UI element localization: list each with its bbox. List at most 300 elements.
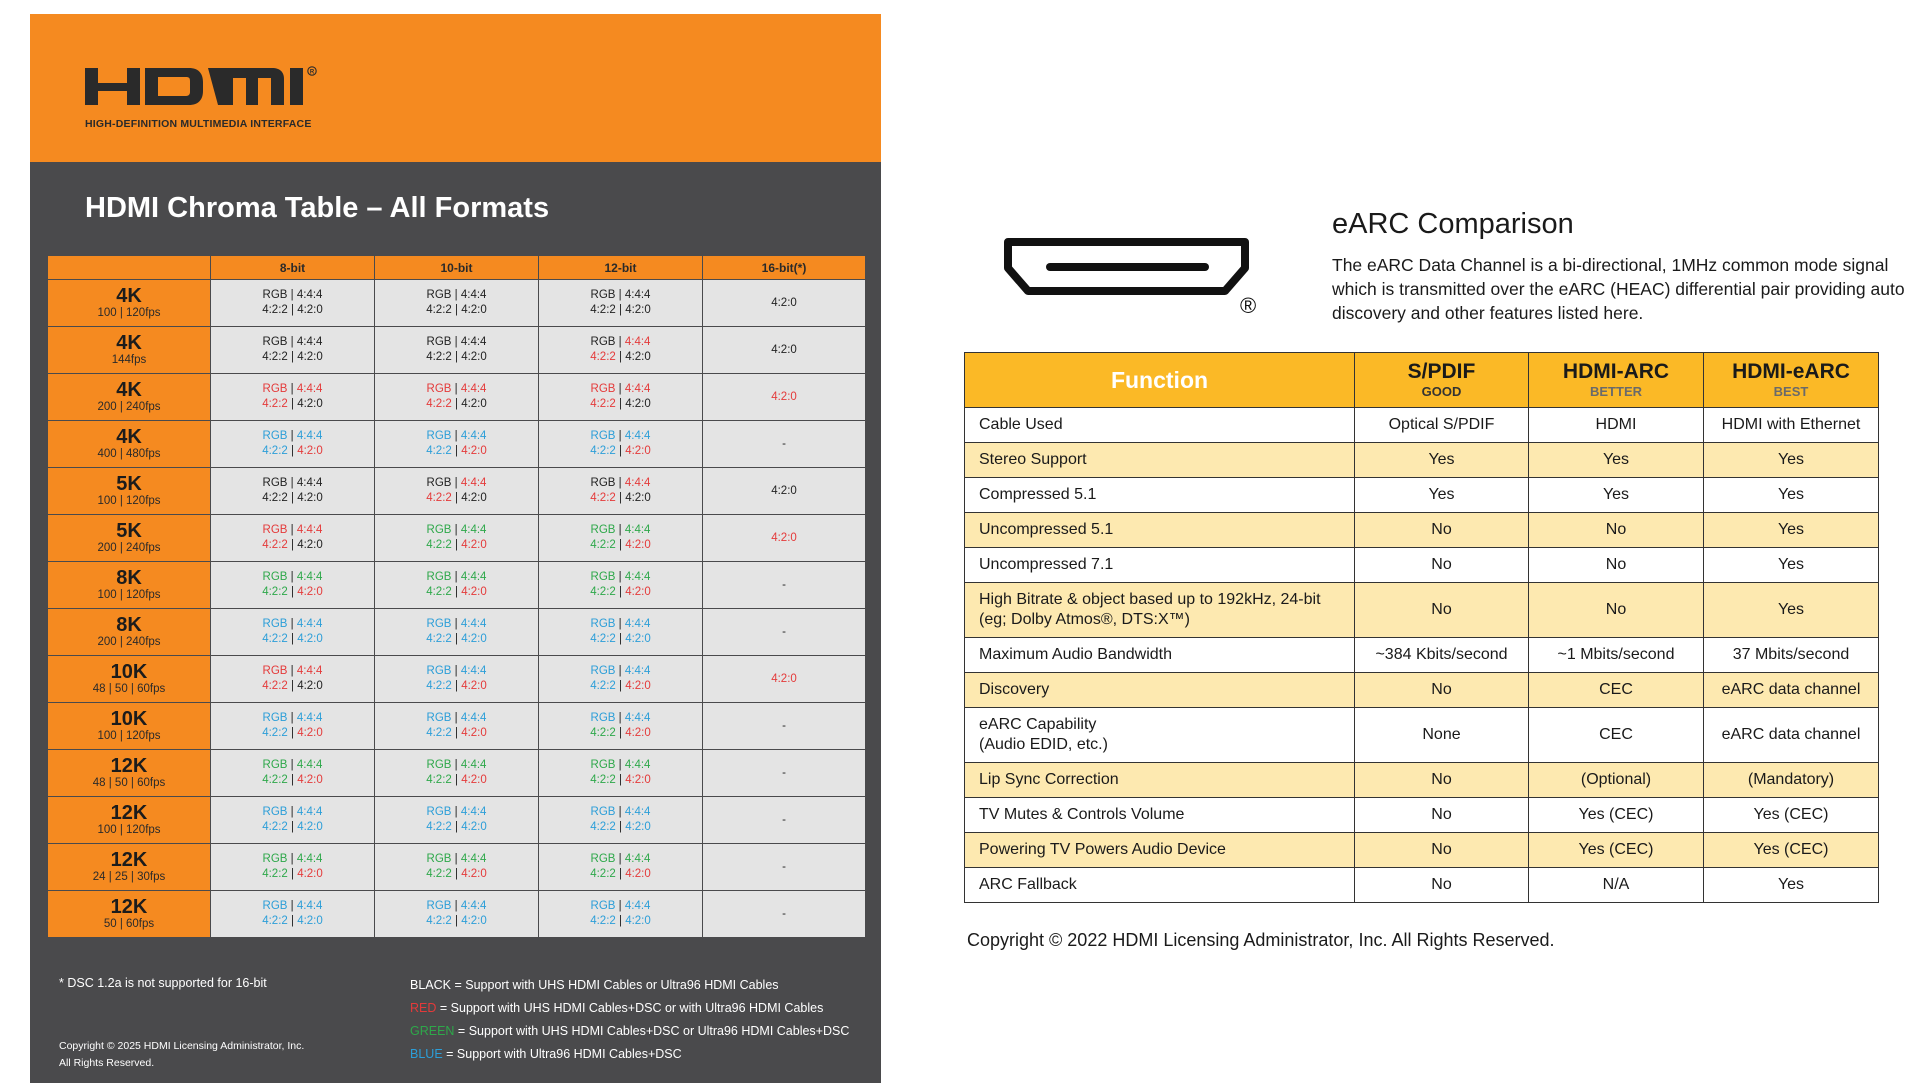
chroma-16bit-value: - [782,766,786,779]
earc-row [965,868,1879,903]
copyright-line: Copyright © 2025 HDMI Licensing Administrator, Inc. [59,1040,305,1052]
chroma-line: 4:2:2 | 4:2:0 [262,727,323,739]
chroma-line: RGB | 4:4:4 [262,336,323,348]
function-cell [965,548,1355,583]
value-cell: Yes [1529,443,1704,478]
chroma-line: RGB | 4:4:4 [262,806,323,818]
chroma-cell [211,703,375,750]
chroma-line: 4:2:2 | 4:2:0 [426,445,487,457]
chroma-16bit-cell [703,468,866,515]
value-cell: None [1355,708,1529,763]
chroma-16bit-value: - [782,437,786,450]
chroma-body [48,280,866,938]
resolution-cell [48,421,211,468]
chroma-cell [211,374,375,421]
legend-text: = Support with UHS HDMI Cables+DSC or with Ultra96 HDMI Cables [436,1001,824,1015]
earc-body [965,408,1879,903]
chroma-cell [539,609,703,656]
chroma-line: RGB | 4:4:4 [590,571,651,583]
hdmi-arc-header [1529,353,1704,408]
bitdepth-col-header: 12-bit [539,256,703,280]
chroma-16bit-cell [703,844,866,891]
chroma-line: RGB | 4:4:4 [590,712,651,724]
function-label: Uncompressed 7.1 [979,556,1114,573]
chroma-line: RGB | 4:4:4 [590,665,651,677]
chroma-cell [539,750,703,797]
chroma-16bit-cell [703,374,866,421]
chroma-16bit-cell [703,515,866,562]
chroma-line: RGB | 4:4:4 [426,618,487,630]
logo-tagline: HIGH-DEFINITION MULTIMEDIA INTERFACE [85,118,312,130]
chroma-cell [539,891,703,938]
col-rank: BEST [1773,384,1809,399]
chroma-line: 4:2:2 | 4:2:0 [262,492,323,504]
chroma-cell [539,703,703,750]
chroma-cell [539,656,703,703]
spdif-header [1355,353,1529,408]
earc-row [965,513,1879,548]
chroma-table [47,255,866,938]
function-sublabel: (Audio EDID, etc.) [979,736,1108,753]
resolution-cell [48,656,211,703]
chroma-line: RGB | 4:4:4 [262,524,323,536]
earc-row [965,798,1879,833]
chroma-cell [375,656,539,703]
resolution-cell [48,562,211,609]
chroma-row [48,750,866,797]
legend-key: GREEN [410,1024,455,1038]
framerate-label: 100 | 120fps [97,730,161,742]
framerate-label: 100 | 120fps [97,495,161,507]
chroma-cell [375,703,539,750]
chroma-cell [539,844,703,891]
poster-title: HDMI Chroma Table – All Formats [85,192,550,224]
resolution-label: 8K [116,614,142,636]
resolution-label: 4K [116,285,142,307]
legend-item [410,997,849,1020]
earc-row [965,583,1879,638]
chroma-row [48,703,866,750]
value-cell: No [1355,673,1529,708]
chroma-16bit-value: - [782,860,786,873]
function-label: TV Mutes & Controls Volume [979,806,1185,823]
chroma-cell [211,327,375,374]
value-cell: N/A [1529,868,1704,903]
chroma-16bit-cell [703,327,866,374]
earc-header-row [965,353,1879,408]
chroma-line: RGB | 4:4:4 [426,759,487,771]
chroma-row [48,374,866,421]
resolution-cell [48,468,211,515]
chroma-line: 4:2:2 | 4:2:0 [262,915,323,927]
chroma-line: 4:2:2 | 4:2:0 [262,680,323,692]
chroma-line: RGB | 4:4:4 [262,712,323,724]
chroma-line: 4:2:2 | 4:2:0 [590,633,651,645]
chroma-16bit-value: - [782,625,786,638]
chroma-16bit-cell [703,750,866,797]
chroma-line: RGB | 4:4:4 [262,618,323,630]
chroma-16bit-value: 4:2:0 [771,531,797,544]
chroma-line: RGB | 4:4:4 [426,336,487,348]
earc-row [965,548,1879,583]
function-cell [965,798,1355,833]
chroma-line: RGB | 4:4:4 [262,665,323,677]
chroma-line: RGB | 4:4:4 [590,900,651,912]
framerate-label: 48 | 50 | 60fps [92,683,166,695]
chroma-cell [375,327,539,374]
col-name: HDMI-ARC [1562,360,1670,383]
chroma-cell [375,797,539,844]
function-label: Maximum Audio Bandwidth [979,646,1172,663]
chroma-line: 4:2:2 | 4:2:0 [590,351,651,363]
chroma-cell [539,797,703,844]
function-label: Powering TV Powers Audio Device [979,841,1226,858]
registered-mark: ® [1240,293,1257,318]
chroma-16bit-cell [703,891,866,938]
chroma-cell [211,609,375,656]
earc-copyright: Copyright © 2022 HDMI Licensing Administrator, Inc. All Rights Reserved. [967,930,1555,950]
chroma-16bit-value: 4:2:0 [771,390,797,403]
function-cell [965,868,1355,903]
chroma-line: 4:2:2 | 4:2:0 [262,774,323,786]
chroma-16bit-cell [703,562,866,609]
chroma-cell [211,562,375,609]
chroma-row [48,327,866,374]
chroma-line: 4:2:2 | 4:2:0 [262,445,323,457]
footnote: * DSC 1.2a is not supported for 16-bit [59,976,267,990]
chroma-row [48,280,866,327]
chroma-line: 4:2:2 | 4:2:0 [590,680,651,692]
framerate-label: 200 | 240fps [97,636,161,648]
chroma-cell [375,515,539,562]
chroma-cell [375,374,539,421]
chroma-cell [211,844,375,891]
chroma-16bit-value: 4:2:0 [771,672,797,685]
value-cell: No [1355,833,1529,868]
function-cell [965,708,1355,763]
chroma-line: 4:2:2 | 4:2:0 [426,633,487,645]
chroma-cell [539,374,703,421]
chroma-cell [211,280,375,327]
chroma-line: RGB | 4:4:4 [262,759,323,771]
chroma-16bit-value: - [782,813,786,826]
chroma-16bit-value: 4:2:0 [771,296,797,309]
chroma-line: RGB | 4:4:4 [426,900,487,912]
resolution-label: 4K [116,379,142,401]
chroma-line: 4:2:2 | 4:2:0 [262,304,323,316]
chroma-line: RGB | 4:4:4 [262,383,323,395]
chroma-cell [375,891,539,938]
chroma-line: RGB | 4:4:4 [426,383,487,395]
value-cell: Optical S/PDIF [1355,408,1529,443]
chroma-line: 4:2:2 | 4:2:0 [590,821,651,833]
chroma-row [48,515,866,562]
chroma-cell [539,562,703,609]
framerate-label: 100 | 120fps [97,589,161,601]
chroma-line: 4:2:2 | 4:2:0 [590,398,651,410]
chroma-cell [375,844,539,891]
chroma-line: 4:2:2 | 4:2:0 [590,492,651,504]
chroma-cell [211,656,375,703]
chroma-cell [539,280,703,327]
function-cell [965,443,1355,478]
function-header: Function [965,353,1355,408]
chroma-16bit-cell [703,421,866,468]
chroma-line: RGB | 4:4:4 [426,289,487,301]
framerate-label: 200 | 240fps [97,542,161,554]
value-cell: (Mandatory) [1704,763,1879,798]
value-cell: No [1529,513,1704,548]
legend-key: RED [410,1001,437,1015]
value-cell: Yes [1704,513,1879,548]
value-cell: HDMI [1529,408,1704,443]
chroma-line: 4:2:2 | 4:2:0 [262,351,323,363]
chroma-line: RGB | 4:4:4 [426,430,487,442]
color-legend [410,974,849,1066]
chroma-line: RGB | 4:4:4 [426,524,487,536]
resolution-cell [48,609,211,656]
earc-title: eARC Comparison [1332,208,1574,240]
resolution-label: 10K [110,661,148,683]
chroma-line: 4:2:2 | 4:2:0 [426,868,487,880]
chroma-line: RGB | 4:4:4 [590,524,651,536]
earc-description: The eARC Data Channel is a bi-directional, 1MHz common mode signal which is transmitted over the eARC (HEAC) differential pair providing auto discovery and other features listed here. [1332,255,1905,323]
resolution-col-header [48,256,211,280]
function-sublabel: (eg; Dolby Atmos®, DTS:X™) [979,611,1190,628]
resolution-cell [48,703,211,750]
value-cell: No [1355,583,1529,638]
function-label: Cable Used [979,416,1063,433]
chroma-line: 4:2:2 | 4:2:0 [426,539,487,551]
earc-row [965,638,1879,673]
function-label: Discovery [979,681,1050,698]
chroma-line: RGB | 4:4:4 [426,665,487,677]
value-cell: eARC data channel [1704,673,1879,708]
value-cell: No [1529,583,1704,638]
col-rank: GOOD [1421,384,1462,399]
poster-copyright [59,1038,304,1072]
chroma-line: RGB | 4:4:4 [426,806,487,818]
chroma-line: RGB | 4:4:4 [262,289,323,301]
value-cell: No [1355,513,1529,548]
function-label: Compressed 5.1 [979,486,1097,503]
chroma-row [48,421,866,468]
earc-row [965,763,1879,798]
resolution-cell [48,844,211,891]
chroma-line: 4:2:2 | 4:2:0 [262,633,323,645]
function-label: eARC Capability [979,716,1097,733]
legend-text: = Support with UHS HDMI Cables+DSC or Ultra96 HDMI Cables+DSC [454,1024,850,1038]
chroma-line: 4:2:2 | 4:2:0 [590,915,651,927]
value-cell: Yes [1704,548,1879,583]
hdmi-chroma-poster [30,14,881,1083]
resolution-label: 12K [110,849,148,871]
chroma-line: 4:2:2 | 4:2:0 [426,351,487,363]
chroma-cell [375,468,539,515]
value-cell: Yes (CEC) [1704,833,1879,868]
bitdepth-col-header: 16-bit(*) [703,256,866,280]
chroma-line: 4:2:2 | 4:2:0 [262,539,323,551]
resolution-label: 8K [116,567,142,589]
chroma-line: RGB | 4:4:4 [590,477,651,489]
function-label: ARC Fallback [979,876,1077,893]
resolution-label: 10K [110,708,148,730]
framerate-label: 48 | 50 | 60fps [92,777,166,789]
chroma-line: RGB | 4:4:4 [426,712,487,724]
chroma-cell [539,421,703,468]
chroma-line: 4:2:2 | 4:2:0 [262,398,323,410]
chroma-16bit-value: - [782,719,786,732]
resolution-label: 4K [116,332,142,354]
chroma-header-row [48,256,866,280]
chroma-16bit-cell [703,280,866,327]
chroma-line: 4:2:2 | 4:2:0 [262,821,323,833]
resolution-label: 12K [110,755,148,777]
chroma-cell [211,515,375,562]
framerate-label: 50 | 60fps [103,918,155,930]
chroma-cell [211,750,375,797]
chroma-line: 4:2:2 | 4:2:0 [426,398,487,410]
chroma-line: RGB | 4:4:4 [262,477,323,489]
resolution-cell [48,515,211,562]
legend-text: = Support with UHS HDMI Cables or Ultra96 HDMI Cables [451,978,779,992]
chroma-16bit-value: 4:2:0 [771,484,797,497]
chroma-line: 4:2:2 | 4:2:0 [426,727,487,739]
resolution-cell [48,374,211,421]
col-name: S/PDIF [1407,360,1476,383]
chroma-16bit-cell [703,656,866,703]
earc-row [965,708,1879,763]
value-cell: ~1 Mbits/second [1529,638,1704,673]
chroma-line: RGB | 4:4:4 [426,477,487,489]
earc-row [965,673,1879,708]
value-cell: No [1355,763,1529,798]
value-cell: Yes [1704,583,1879,638]
value-cell: No [1355,868,1529,903]
bitdepth-col-header: 10-bit [375,256,539,280]
function-cell [965,763,1355,798]
value-cell: No [1355,548,1529,583]
chroma-line: 4:2:2 | 4:2:0 [426,492,487,504]
hdmi-logo [85,64,325,114]
chroma-line: 4:2:2 | 4:2:0 [590,727,651,739]
chroma-row [48,656,866,703]
value-cell: Yes (CEC) [1529,833,1704,868]
chroma-cell [375,280,539,327]
chroma-16bit-cell [703,609,866,656]
legend-item [410,1043,849,1066]
earc-row [965,443,1879,478]
chroma-line: 4:2:2 | 4:2:0 [262,586,323,598]
copyright-line: All Rights Reserved. [59,1057,155,1069]
legend-item [410,974,849,997]
chroma-line: 4:2:2 | 4:2:0 [590,304,651,316]
chroma-line: RGB | 4:4:4 [590,430,651,442]
earc-row [965,833,1879,868]
value-cell: CEC [1529,673,1704,708]
chroma-cell [211,421,375,468]
function-label: High Bitrate & object based up to 192kHz, 24-bit [979,591,1321,608]
resolution-label: 5K [116,520,142,542]
earc-row [965,478,1879,513]
poster-header [30,14,881,162]
chroma-line: RGB | 4:4:4 [590,289,651,301]
col-rank: BETTER [1590,384,1642,399]
value-cell: Yes [1704,868,1879,903]
chroma-line: 4:2:2 | 4:2:0 [590,774,651,786]
chroma-cell [375,421,539,468]
chroma-line: 4:2:2 | 4:2:0 [590,445,651,457]
value-cell: No [1529,548,1704,583]
function-cell [965,673,1355,708]
svg-text:R: R [309,69,315,76]
chroma-line: 4:2:2 | 4:2:0 [590,868,651,880]
resolution-label: 4K [116,426,142,448]
chroma-cell [211,891,375,938]
hdmi-earc-header [1704,353,1879,408]
chroma-line: RGB | 4:4:4 [590,618,651,630]
chroma-line: 4:2:2 | 4:2:0 [426,821,487,833]
chroma-line: RGB | 4:4:4 [262,430,323,442]
value-cell: ~384 Kbits/second [1355,638,1529,673]
chroma-line: RGB | 4:4:4 [590,853,651,865]
chroma-16bit-cell [703,797,866,844]
resolution-cell [48,891,211,938]
framerate-label: 144fps [111,354,147,366]
framerate-label: 24 | 25 | 30fps [92,871,166,883]
legend-key: BLUE [410,1047,443,1061]
chroma-line: 4:2:2 | 4:2:0 [590,539,651,551]
chroma-line: 4:2:2 | 4:2:0 [426,774,487,786]
value-cell: Yes [1704,478,1879,513]
chroma-16bit-value: - [782,578,786,591]
resolution-label: 12K [110,802,148,824]
chroma-cell [375,609,539,656]
value-cell: Yes [1704,443,1879,478]
framerate-label: 100 | 120fps [97,824,161,836]
chroma-row [48,609,866,656]
chroma-line: RGB | 4:4:4 [262,900,323,912]
earc-row [965,408,1879,443]
value-cell: Yes [1355,443,1529,478]
chroma-row [48,562,866,609]
function-cell [965,583,1355,638]
resolution-cell [48,750,211,797]
chroma-16bit-cell [703,703,866,750]
resolution-cell [48,327,211,374]
legend-item [410,1020,849,1043]
chroma-row [48,468,866,515]
chroma-line: RGB | 4:4:4 [590,806,651,818]
resolution-label: 5K [116,473,142,495]
chroma-line: 4:2:2 | 4:2:0 [590,586,651,598]
chroma-line: RGB | 4:4:4 [426,853,487,865]
chroma-line: 4:2:2 | 4:2:0 [426,915,487,927]
chroma-row [48,844,866,891]
value-cell: CEC [1529,708,1704,763]
chroma-line: RGB | 4:4:4 [426,571,487,583]
chroma-16bit-value: 4:2:0 [771,343,797,356]
chroma-cell [211,797,375,844]
value-cell: Yes (CEC) [1529,798,1704,833]
bitdepth-col-header: 8-bit [211,256,375,280]
function-cell [965,638,1355,673]
chroma-line: RGB | 4:4:4 [590,336,651,348]
chroma-line: RGB | 4:4:4 [590,759,651,771]
function-label: Lip Sync Correction [979,771,1119,788]
chroma-cell [539,327,703,374]
chroma-16bit-value: - [782,907,786,920]
